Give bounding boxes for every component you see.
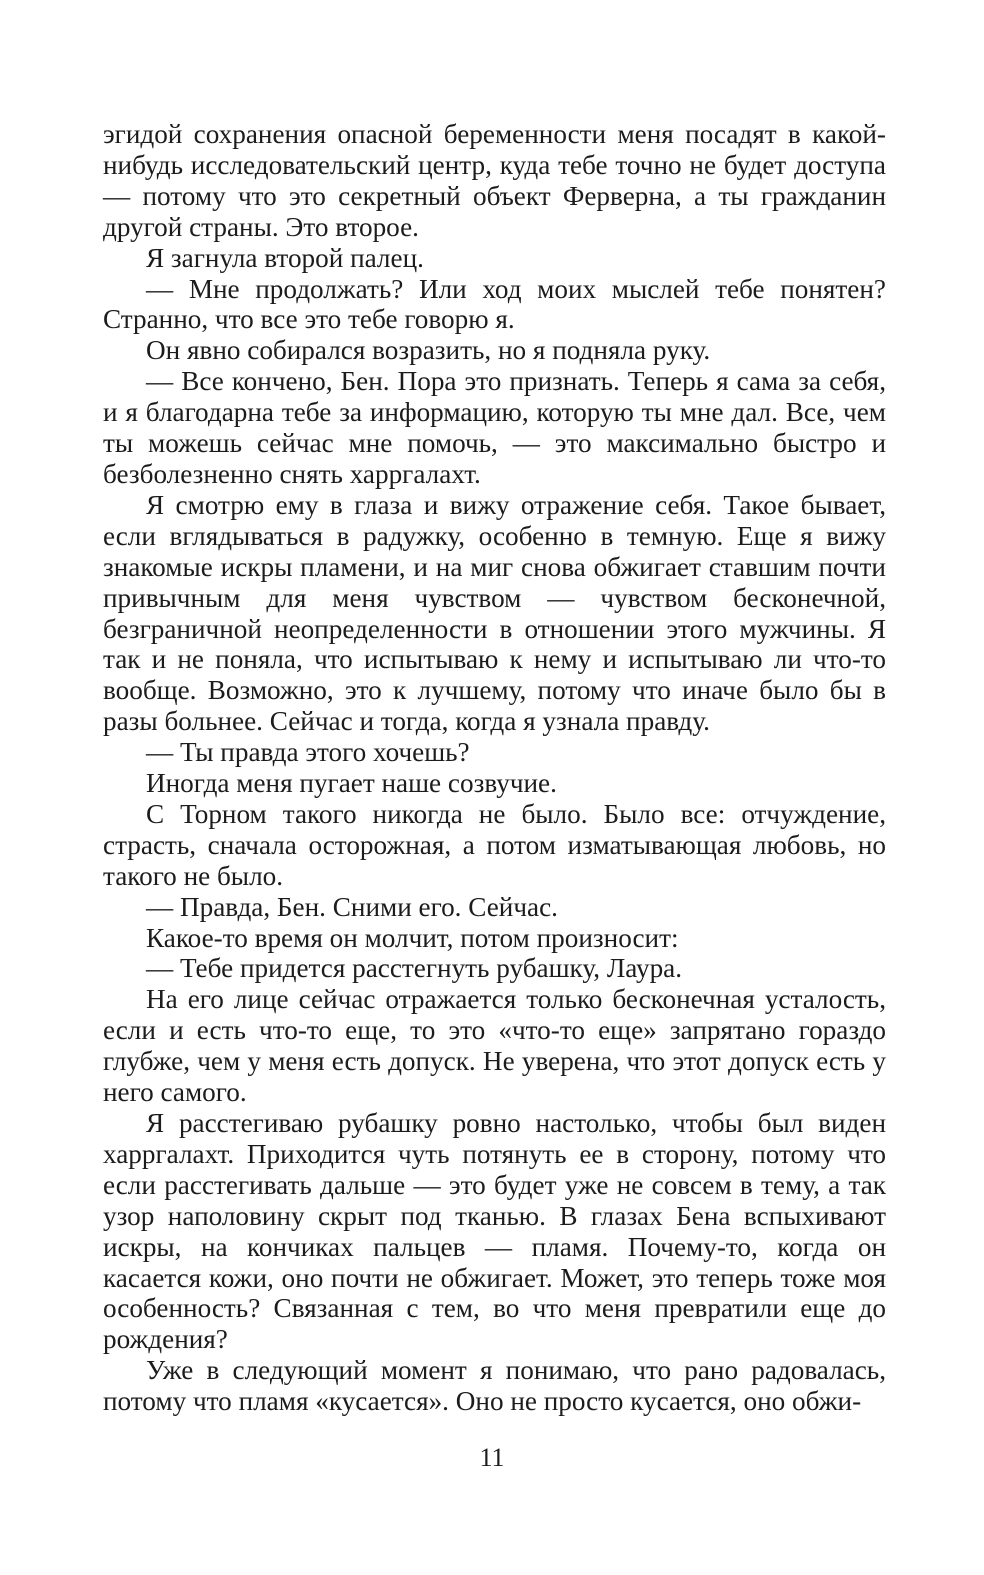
paragraph: С Торном такого никогда не было. Было все: отчуждение, страсть, сначала осторожная, а потом изматывающая любовь, но такого не было. — [103, 798, 886, 891]
body-text — [103, 119, 886, 1417]
paragraph: Какое-то время он молчит, потом произносит: — [146, 922, 679, 953]
paragraph: Я расстегиваю рубашку ровно настолько, чтобы был виден харргалахт. Приходится чуть потянуть ее в сторону, потому что если расстегивать дальше — это будет уже не совсем в тему, а так узор наполовину скрыт под тканью. В глазах Бена вспыхивают искры, на кончиках пальцев — пламя. Почему-то, когда он касается кожи, оно почти не обжигает. Может, это теперь тоже моя особенность? Связанная с тем, во что меня превратили еще до рождения? — [103, 1108, 886, 1355]
paragraph: Уже в следующий момент я понимаю, что рано радовалась, потому что пламя «кусается». Оно не просто кусается, оно обжи- — [103, 1355, 886, 1417]
paragraph: Я загнула второй палец. — [146, 242, 424, 273]
paragraph: — Все кончено, Бен. Пора это признать. Теперь я сама за себя, и я благодарна тебе за информацию, которую ты мне дал. Все, чем ты можешь сейчас мне помочь, — это максимально быстро и безболезненно снять харргалахт. — [103, 366, 886, 489]
paragraph: — Тебе придется расстегнуть рубашку, Лаура. — [146, 953, 683, 984]
paragraph: Я смотрю ему в глаза и вижу отражение себя. Такое бывает, если вглядываться в радужку, особенно в темную. Еще я вижу знакомые искры пламени, и на миг снова обжигает ставшим почти привычным для меня чувством — чувством бесконечной, безграничной неопределенности в отношении этого мужчины. Я так и не поняла, что испытываю к нему и испытываю ли что-то вообще. Возможно, это к лучшему, потому что иначе было бы в разы больнее. Сейчас и тогда, когда я узнала правду. — [103, 489, 886, 737]
paragraph: — Ты правда этого хочешь? — [146, 737, 470, 768]
paragraph: Он явно собирался возразить, но я подняла руку. — [146, 335, 711, 366]
paragraph: эгидой сохранения опасной беременности меня посадят в какой-нибудь исследовательский центр, куда тебе точно не будет доступа — потому что это секретный объект Ферверна, а ты гражданин другой страны. Это второе. — [103, 119, 886, 242]
paragraph: Иногда меня пугает наше созвучие. — [146, 768, 557, 799]
paragraph: — Мне продолжать? Или ход моих мыслей тебе понятен? Странно, что все это тебе говорю я. — [103, 273, 886, 335]
paragraph: — Правда, Бен. Сними его. Сейчас. — [146, 891, 558, 922]
page-number: 11 — [479, 1443, 505, 1472]
paragraph: На его лице сейчас отражается только бесконечная усталость, если и есть что-то еще, то это «что-то еще» запрятано гораздо глубже, чем у меня есть допуск. Не уверена, что этот допуск есть у него самого. — [103, 984, 886, 1108]
